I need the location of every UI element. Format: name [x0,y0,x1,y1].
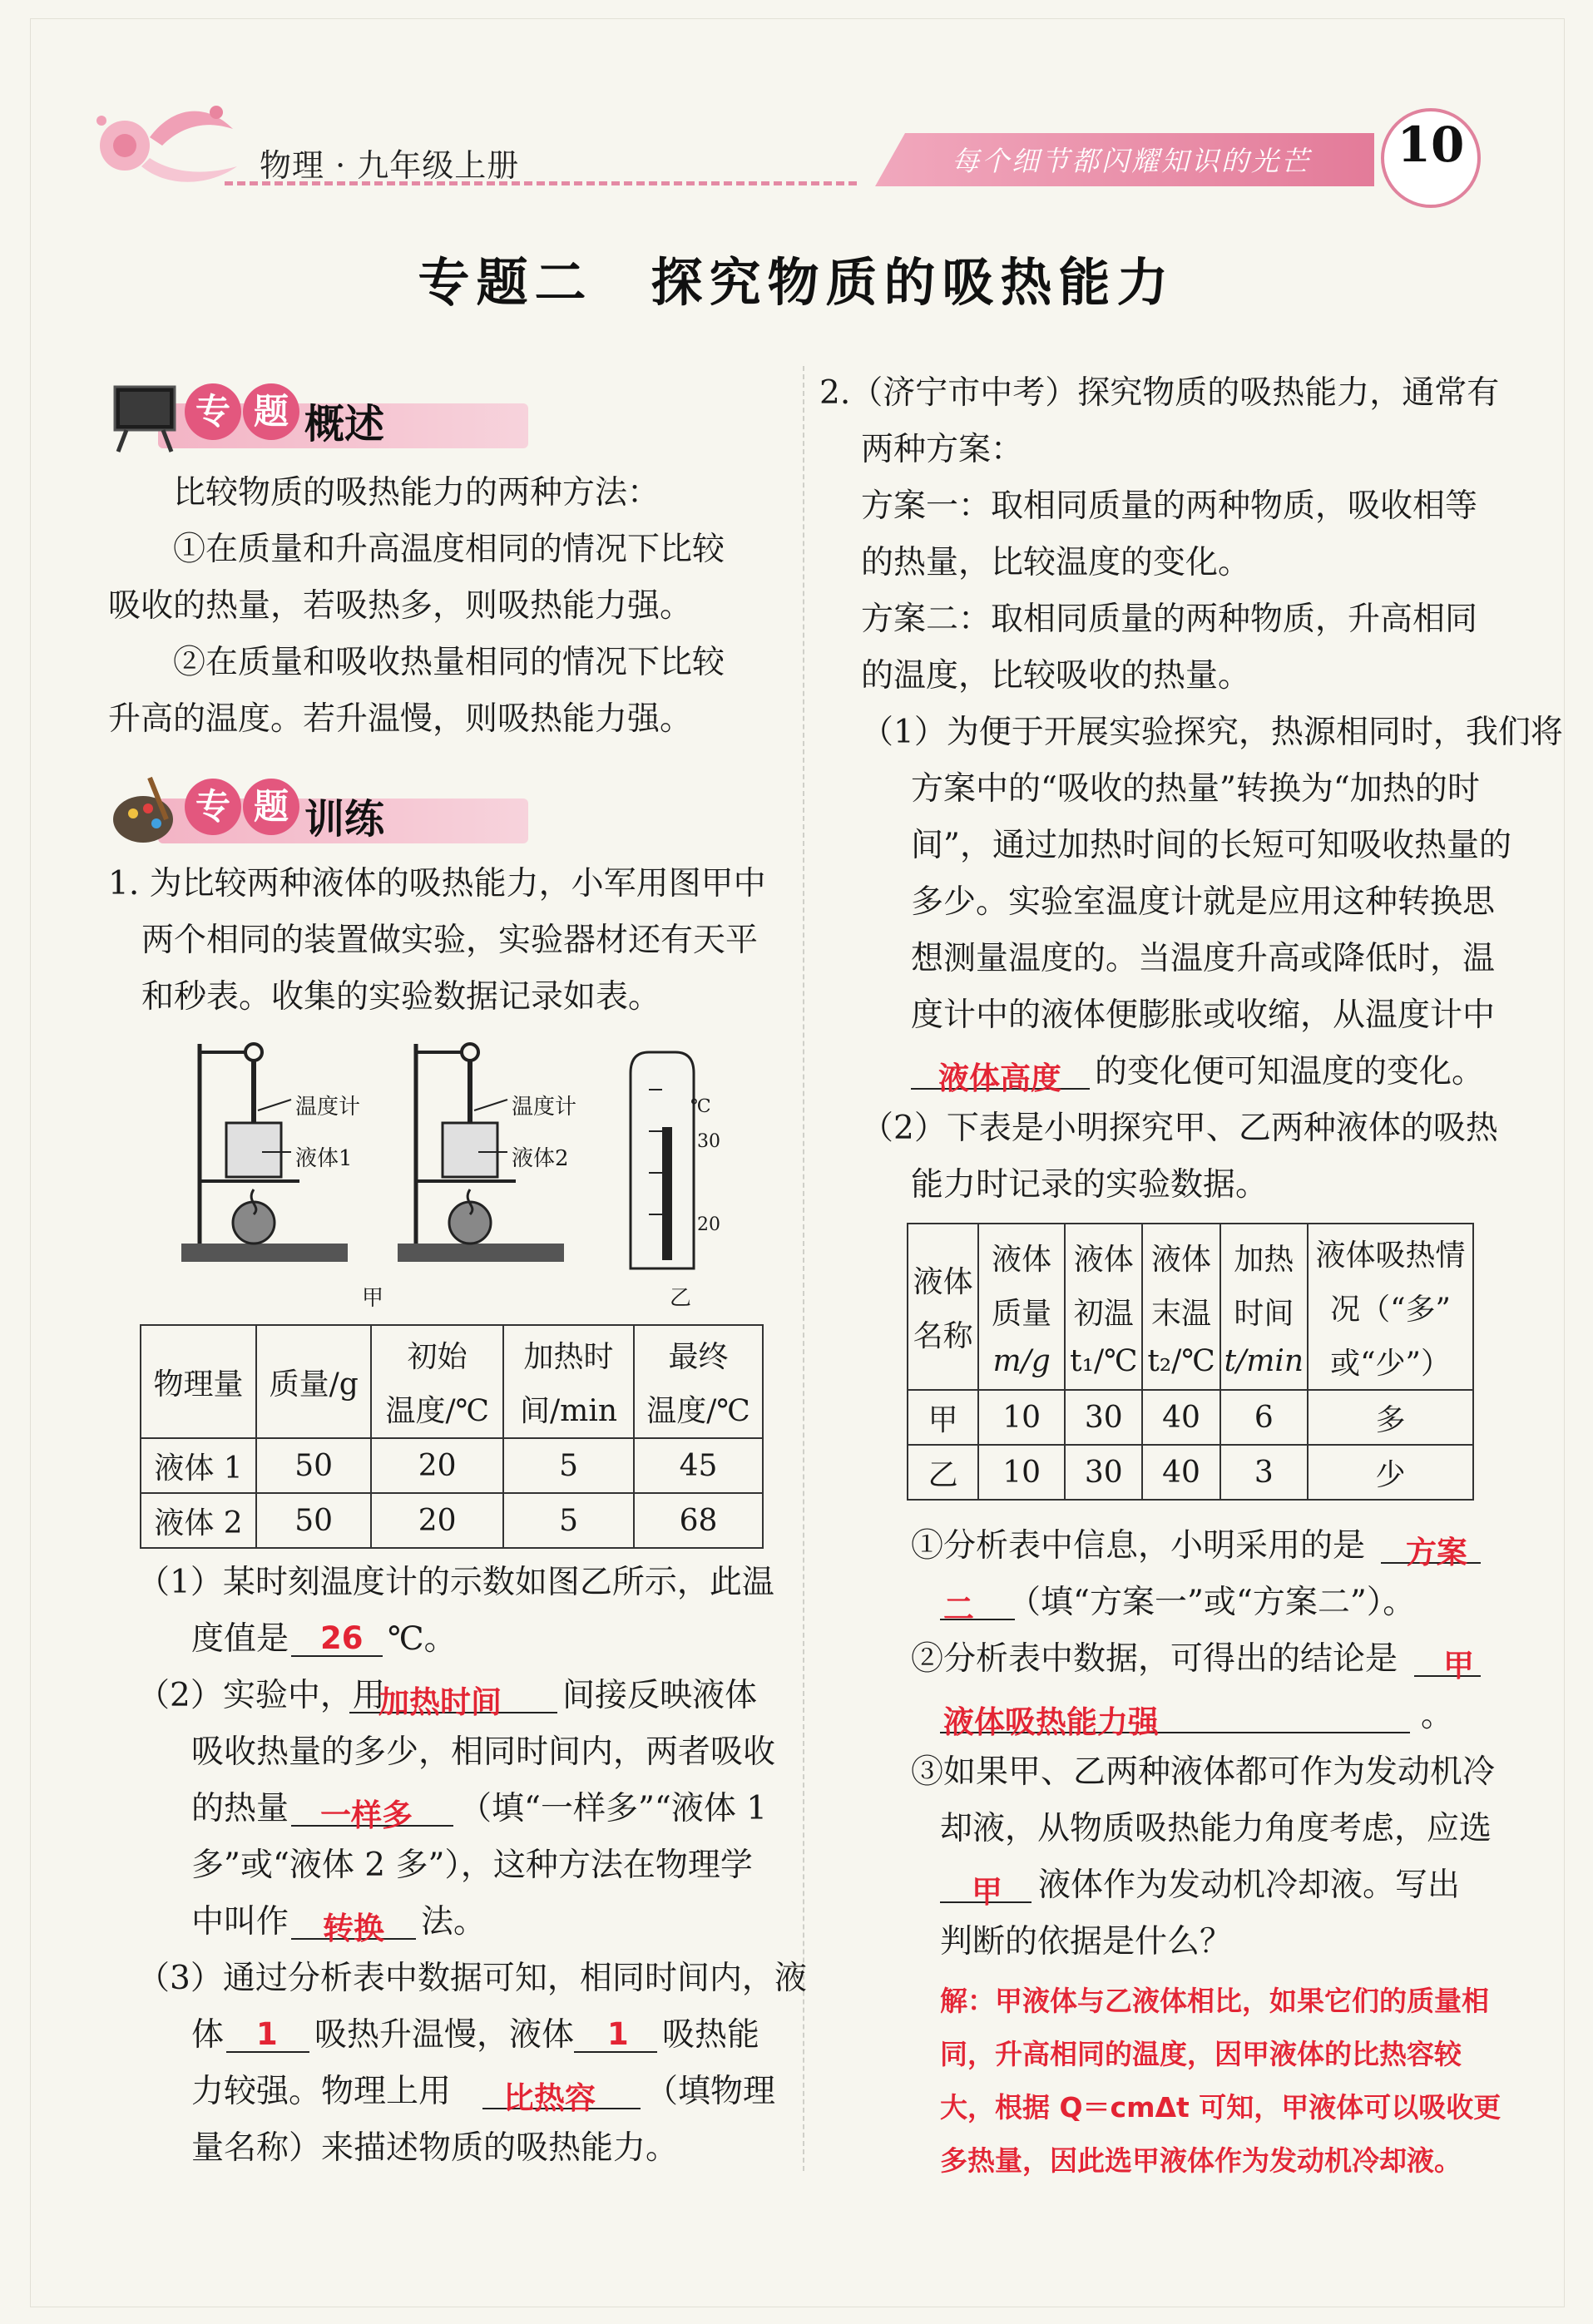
figure-label-jia: 甲 [362,1286,384,1311]
answer-conclusion-b: 液体吸热能力强 [943,1704,1159,1740]
q1-header-initial [371,1325,503,1438]
q2-header-absorb [1308,1224,1473,1390]
q2-p1-2: 方案中的“吸收的热量”转换为“加热的时 [911,770,1480,808]
q2-header-mass-a: 液体 [992,1242,1052,1277]
cell: 少 [1308,1445,1473,1500]
cell: 30 [1065,1390,1142,1445]
q2-p1-6: 度计中的液体便膨胀或收缩，从温度计中 [911,996,1496,1034]
q1-p3-d: 吸热能 [662,2016,760,2054]
q2-s3-c: 液体作为发动机冷却液。写出 [1038,1867,1461,1904]
cell: 50 [256,1493,371,1548]
cell: 多 [1308,1390,1473,1445]
table-row [908,1445,1473,1500]
book-title: 物理 · 九年级上册 [260,147,520,184]
q1-p2-d: 的热量 [191,1790,289,1827]
q1-header-mass: 质量/g [256,1325,371,1438]
q2-header-name-b: 名称 [913,1319,973,1353]
training-badge-2: 题 [243,779,299,835]
answer-same: 一样多 [320,1797,413,1833]
answer-conclusion-a: 甲 [1443,1648,1474,1684]
cell: 30 [1065,1445,1142,1500]
answer-jia: 甲 [972,1874,1002,1910]
cell: 10 [978,1445,1065,1500]
answer-plan-a: 方案 [1406,1535,1467,1570]
q2-header-time-c: t/min [1224,1343,1304,1378]
liquid-1-label: 液体1 [295,1146,353,1171]
answer-liquid-1b: 1 [607,2016,629,2052]
q1-p3-a: （3）通过分析表中数据可知，相同时间内，液 [137,1960,807,1997]
q2-stem-3: 方案一：取相同质量的两种物质，吸收相等 [861,487,1478,525]
q2-p2-2: 能力时记录的实验数据。 [911,1166,1269,1204]
answer-liquid-1a: 1 [256,2016,278,2052]
q1-p2-c: 吸收热量的多少，相同时间内，两者吸收 [191,1733,776,1771]
easel-icon [108,378,183,453]
cell: 液体 1 [141,1438,256,1493]
q2-header-t1-c: t₁/℃ [1070,1343,1138,1378]
q2-header-absorb-b: 况（“多” [1330,1292,1451,1327]
table-row [141,1438,763,1493]
q2-s3-a: ③如果甲、乙两种液体都可作为发动机冷 [911,1753,1496,1791]
answer-specific-heat: 比热容 [503,2080,596,2116]
q2-data-table [907,1223,1474,1501]
overview-badge-1: 专 [185,383,241,440]
q1-p1-unit: ℃。 [388,1620,457,1658]
cell: 5 [503,1438,634,1493]
header-dashed-line [225,181,857,185]
cell: 68 [634,1493,763,1548]
q1-header-time-b: 间/min [520,1394,618,1428]
q1-p2-e: （填“一样多”“液体 1 [459,1790,768,1827]
answer-26: 26 [320,1620,364,1656]
q1-header-quantity: 物理量 [141,1325,256,1438]
q1-p2-a: （2）实验中，用 [137,1677,385,1714]
answer-conversion: 转换 [323,1911,384,1946]
q1-p3-f: （填物理 [646,2073,776,2110]
scale-unit: ℃ [690,1096,711,1117]
q1-data-table [140,1324,764,1549]
q2-stem-4: 的热量，比较温度的变化。 [861,544,1251,581]
training-label: 训练 [304,796,385,843]
figure-label-yi: 乙 [670,1286,692,1311]
q1-p3-b: 体 [191,2016,225,2054]
page-number: 10 [1397,116,1465,173]
q1-header-time-a: 加热时 [523,1340,614,1374]
q2-s3-d: 判断的依据是什么？ [940,1923,1233,1961]
table-row [908,1390,1473,1445]
q1-p2-g: 中叫作 [191,1903,289,1941]
overview-label: 概述 [304,401,385,447]
flower-ornament-icon [92,87,250,195]
q2-header-time-a: 加热 [1234,1242,1294,1277]
solution-line-1: 解：甲液体与乙液体相比，如果它们的质量相 [940,1985,1489,2017]
q2-header-t2 [1142,1224,1219,1390]
column-divider [803,366,804,2171]
q2-s2-b: 。 [1421,1697,1454,1734]
overview-line-2: ①在质量和升高温度相同的情况下比较 [173,531,725,568]
scale-20: 20 [697,1214,720,1235]
q2-s2-a: ②分析表中数据，可得出的结论是 [911,1640,1398,1678]
cell: 乙 [908,1445,978,1500]
q2-header-mass [978,1224,1065,1390]
cell: 20 [371,1493,503,1548]
q1-p1-line-2: 度值是 [191,1620,289,1658]
q2-header-time-b: 时间 [1234,1296,1294,1331]
solution-line-3: 大，根据 Q＝cmΔt 可知，甲液体可以吸收更 [940,2091,1501,2124]
cell: 20 [371,1438,503,1493]
q1-stem-2: 两个相同的装置做实验，实验器材还有天平 [141,922,759,959]
overview-badge-2: 题 [243,383,299,440]
palette-icon [108,774,183,848]
q2-header-absorb-c: 或“少”） [1330,1346,1451,1381]
q2-header-time [1220,1224,1309,1390]
scale-30: 30 [697,1131,720,1152]
answer-liquid-height: 液体高度 [938,1061,1061,1096]
solution-line-4: 多热量，因此选甲液体作为发动机冷却液。 [940,2144,1462,2177]
cell: 6 [1220,1390,1309,1445]
cell: 40 [1142,1445,1219,1500]
q2-s1-a: ①分析表中信息，小明采用的是 [911,1527,1366,1565]
q2-header-t1-a: 液体 [1073,1242,1134,1277]
q2-header-absorb-a: 液体吸热情 [1315,1238,1466,1273]
q2-header-name [908,1224,978,1390]
q1-stem-3: 和秒表。收集的实验数据记录如表。 [141,978,661,1016]
cell: 10 [978,1390,1065,1445]
q2-s3-b: 却液，从物质吸热能力角度考虑，应选 [940,1810,1492,1847]
answer-heating-time: 加热时间 [378,1684,502,1720]
q2-stem-5: 方案二：取相同质量的两种物质，升高相同 [861,601,1478,638]
q1-header-final [634,1325,763,1438]
q2-p1-1: （1）为便于开展实验探究，热源相同时，我们将 [861,714,1563,751]
q1-p2-h: 法。 [421,1903,487,1941]
page-title: 专题二 探究物质的吸热能力 [418,252,1175,313]
q1-p1-line-1: （1）某时刻温度计的示数如图乙所示，此温 [137,1564,774,1601]
thermometer-1-label: 温度计 [295,1095,361,1120]
q2-header-t1-b: 初温 [1073,1296,1134,1331]
header-slogan: 每个细节都闪耀知识的光芒 [952,145,1311,177]
q2-header-mass-c: m/g [992,1343,1051,1378]
q1-header-initial-a: 初始 [407,1340,468,1374]
q1-p3-e: 力较强。物理上用 [191,2073,452,2110]
overview-line-1: 比较物质的吸热能力的两种方法： [173,474,660,512]
cell: 45 [634,1438,763,1493]
q1-p2-f: 多”或“液体 2 多”），这种方法在物理学 [191,1847,753,1884]
q2-stem-1: 2.（济宁市中考）探究物质的吸热能力，通常有 [819,374,1500,412]
liquid-2-label: 液体2 [512,1146,569,1171]
q2-header-t2-c: t₂/℃ [1147,1343,1215,1378]
q1-p3-c: 吸热升温慢，液体 [314,2016,575,2054]
cell: 50 [256,1438,371,1493]
q2-p1-4: 多少。实验室温度计就是应用这种转换思 [911,883,1496,921]
table-row [141,1493,763,1548]
q2-header-t2-b: 末温 [1151,1296,1212,1331]
overview-line-5: 升高的温度。若升温慢，则吸热能力强。 [108,700,693,738]
q1-header-time [503,1325,634,1438]
cell: 5 [503,1493,634,1548]
cell: 40 [1142,1390,1219,1445]
q2-p1-3: 间”，通过加热时间的长短可知吸收热量的 [911,827,1511,864]
q2-header-name-a: 液体 [913,1265,973,1299]
answer-plan-b: 二 [943,1591,974,1627]
apparatus-figure [166,1031,749,1289]
cell: 3 [1220,1445,1309,1500]
q2-header-t1 [1065,1224,1142,1390]
q1-header-initial-b: 温度/℃ [385,1394,489,1428]
q2-stem-6: 的温度，比较吸收的热量。 [861,657,1251,695]
overview-line-3: 吸收的热量，若吸热多，则吸热能力强。 [108,587,693,625]
q1-stem-1: 1. 为比较两种液体的吸热能力，小军用图甲中 [108,865,766,902]
solution-line-2: 同，升高相同的温度，因甲液体的比热容较 [940,2038,1462,2070]
training-badge-1: 专 [185,779,241,835]
q1-p3-g: 量名称）来描述物质的吸热能力。 [191,2129,679,2167]
q2-stem-2: 两种方案： [861,431,1024,468]
thermometer-2-label: 温度计 [512,1095,577,1120]
q1-header-final-b: 温度/℃ [646,1394,750,1428]
q2-s1-b: （填“方案一”或“方案二”）。 [1008,1584,1416,1621]
q2-p2-1: （2）下表是小明探究甲、乙两种液体的吸热 [861,1110,1498,1147]
overview-section-header [108,378,541,453]
overview-line-4: ②在质量和吸收热量相同的情况下比较 [173,644,725,681]
q1-p2-b: 间接反映液体 [562,1677,758,1714]
q2-p1-tail: 的变化便可知温度的变化。 [1095,1053,1485,1090]
q1-header-final-a: 最终 [668,1340,729,1374]
q2-header-mass-b: 质量 [992,1296,1052,1331]
training-section-header [108,774,541,848]
cell: 甲 [908,1390,978,1445]
q2-header-t2-a: 液体 [1151,1242,1212,1277]
q2-p1-5: 想测量温度的。当温度升高或降低时，温 [911,940,1496,977]
cell: 液体 2 [141,1493,256,1548]
